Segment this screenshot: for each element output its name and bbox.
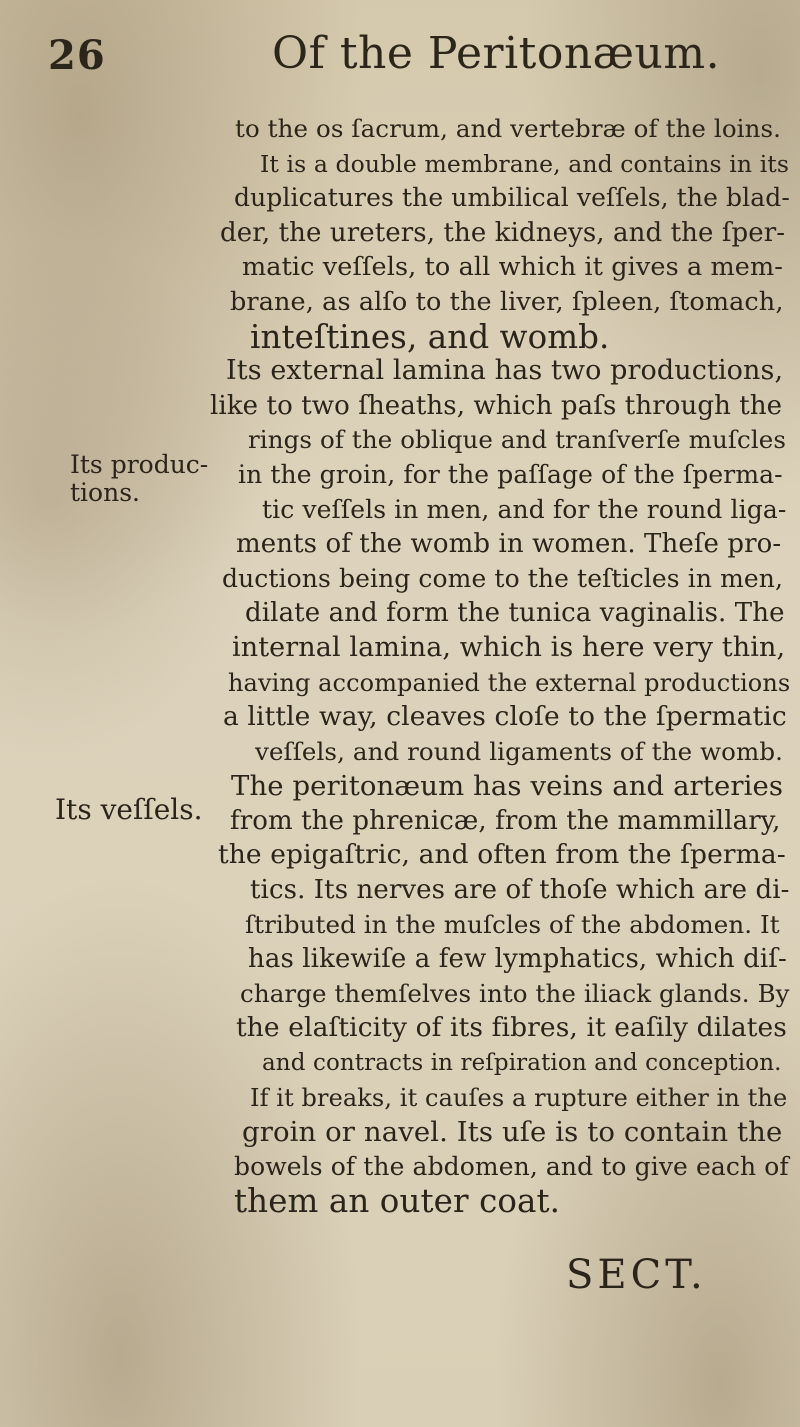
page-number: 26 bbox=[48, 32, 106, 79]
text-line: in the groin, for the paſſage of the ſperma- bbox=[238, 459, 783, 489]
text-line: a little way, cleaves cloſe to the ſpermatic bbox=[223, 701, 787, 733]
text-line: duplicatures the umbilical veſſels, the blad- bbox=[234, 183, 790, 213]
catchword: SECT. bbox=[566, 1252, 707, 1298]
text-line: charge themſelves into the iliack glands. By bbox=[240, 978, 790, 1008]
marginal-note-productions bbox=[70, 451, 208, 507]
text-line: It is a double membrane, and contains in its bbox=[260, 149, 790, 178]
text-line: tics. Its nerves are of thoſe which are di- bbox=[250, 875, 790, 906]
text-line: to the os ſacrum, and vertebræ of the loins. bbox=[235, 114, 782, 143]
text-line: dilate and form the tunica vaginalis. The bbox=[245, 598, 785, 629]
text-line: and contracts in reſpiration and conception. bbox=[262, 1050, 782, 1077]
text-line: veſſels, and round ligaments of the womb. bbox=[255, 736, 784, 766]
running-head: Of the Peritonæum. bbox=[272, 28, 721, 79]
text-line: matic veſſels, to all which it gives a mem- bbox=[242, 252, 783, 283]
text-line: groin or navel. Its uſe is to contain the bbox=[242, 1116, 783, 1149]
text-line: bowels of the abdomen, and to give each of bbox=[234, 1151, 789, 1181]
text-line: inteſtines, and womb. bbox=[250, 317, 610, 356]
text-line: them an outer coat. bbox=[234, 1182, 561, 1221]
text-line: tic veſſels in men, and for the round liga- bbox=[262, 494, 787, 524]
marginal-note-productions-text: Its produc- tions. bbox=[70, 450, 209, 507]
page-header bbox=[0, 22, 800, 82]
text-line: from the phrenicæ, from the mammillary, bbox=[230, 805, 781, 836]
marginal-note-vessels-text: Its veſſels. bbox=[55, 793, 203, 826]
marginal-note-vessels bbox=[55, 793, 203, 826]
text-line: has likewiſe a few lymphatics, which diſ- bbox=[248, 944, 787, 975]
text-line: ductions being come to the teſticles in men, bbox=[222, 563, 784, 593]
text-line: ments of the womb in women. Theſe pro- bbox=[236, 529, 782, 560]
text-line: having accompanied the external productions bbox=[228, 668, 791, 697]
text-line: If it breaks, it cauſes a rupture either in the bbox=[250, 1083, 788, 1112]
text-line: the elaſticity of its fibres, it eaſily dilates bbox=[236, 1012, 787, 1044]
text-line: Its external lamina has two productions, bbox=[226, 355, 784, 387]
text-line: The peritonæum has veins and arteries bbox=[231, 770, 784, 803]
text-line: der, the ureters, the kidneys, and the ſper- bbox=[220, 217, 786, 248]
text-line: ſtributed in the muſcles of the abdomen. It bbox=[245, 909, 780, 939]
text-line: rings of the oblique and tranſverſe muſcles bbox=[248, 425, 787, 455]
text-line: brane, as alſo to the liver, ſpleen, ſtomach, bbox=[230, 286, 784, 317]
body-text bbox=[190, 112, 790, 1219]
text-line: internal lamina, which is here very thin, bbox=[232, 631, 786, 663]
text-line: like to two ſheaths, which paſs through the bbox=[210, 390, 783, 421]
text-line: the epigaſtric, and often from the ſperma- bbox=[218, 839, 786, 871]
